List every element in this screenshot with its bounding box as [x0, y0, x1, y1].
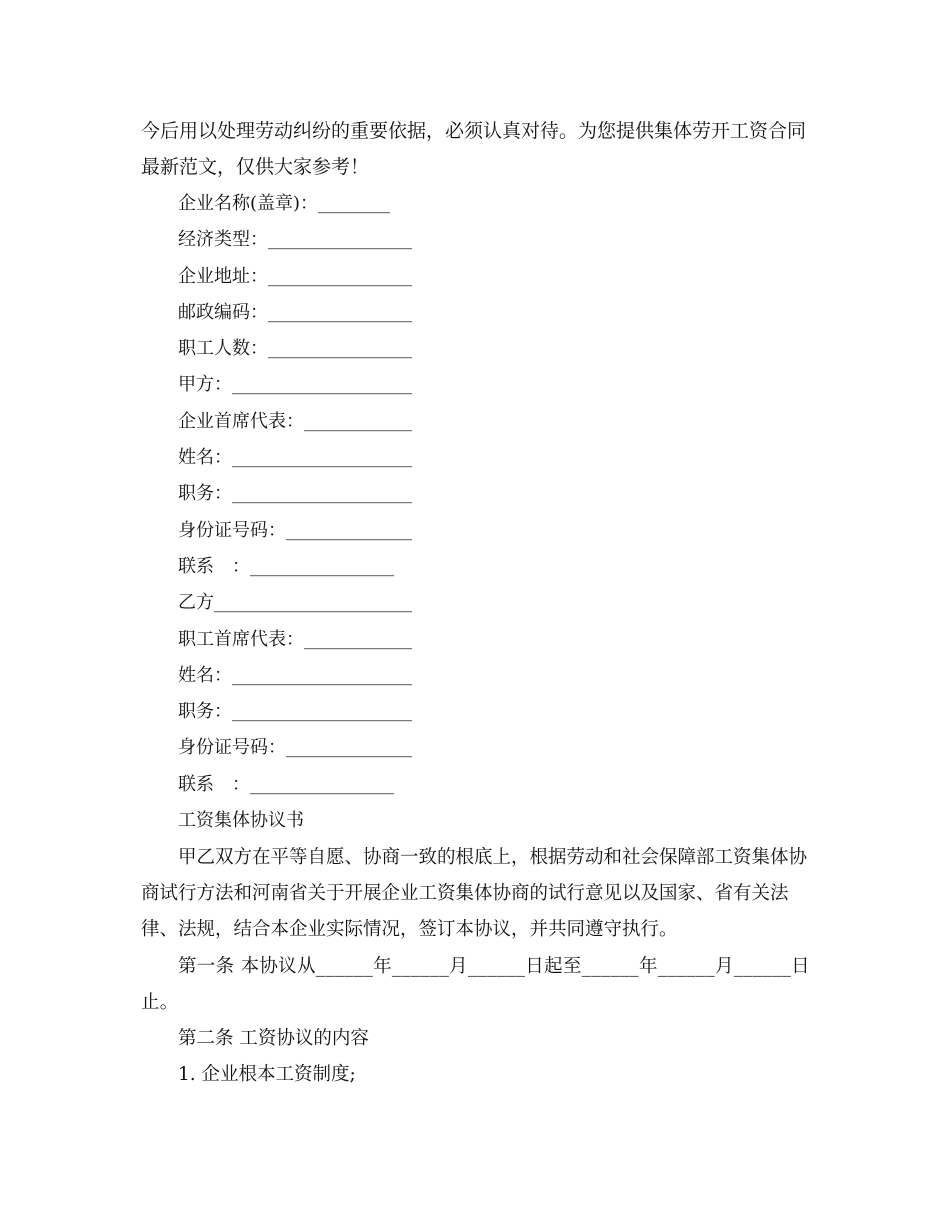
preamble-paragraph: 甲乙双方在平等自愿、协商一致的根底上，根据劳动和社会保障部工资集体协商试行方法和河南省关于开展企业工资集体协商的试行意见以及国家、省有关法律、法规，结合本企业实际情况，签订本协议，并共同遵守执行。: [141, 847, 808, 940]
field-text: 联系 ：________________: [178, 555, 394, 577]
article-one-paragraph: 第一条 本协议从______年______月______日起至______年______月______日止。: [141, 956, 810, 1013]
field-text: 联系 ：________________: [178, 773, 394, 795]
intro-paragraph: 今后用以处理劳动纠纷的重要依据，必须认真对待。为您提供集体劳开工资合同最新范文，仅供大家参考！: [141, 120, 807, 178]
field-text: 职工人数：________________: [178, 338, 412, 360]
field-text: 身份证号码：______________: [178, 737, 412, 759]
field-text: 邮政编码：________________: [178, 301, 412, 323]
field-name-b: [178, 658, 478, 694]
field-text: 甲方：____________________: [178, 374, 412, 396]
article-two-heading: 第二条 工资协议的内容: [178, 1028, 369, 1049]
field-party-a: [178, 367, 478, 403]
field-company-address: [178, 259, 478, 295]
field-text: 身份证号码：______________: [178, 519, 412, 541]
field-position-a: [178, 476, 478, 512]
field-economic-type: [178, 222, 478, 258]
contract-fields: [178, 186, 478, 803]
field-position-b: [178, 694, 478, 730]
field-name-a: [178, 440, 478, 476]
field-company-representative: [178, 404, 478, 440]
field-text: 职务：____________________: [178, 483, 412, 505]
field-postal-code: [178, 295, 478, 331]
field-text: 乙方______________________: [178, 592, 412, 614]
field-party-b: [178, 585, 478, 621]
field-text: 姓名：____________________: [178, 664, 412, 686]
field-text: 企业首席代表：____________: [178, 410, 412, 432]
field-id-number-a: [178, 513, 478, 549]
field-contact-a: [178, 549, 478, 585]
field-company-name: [178, 186, 478, 222]
field-employee-representative: [178, 622, 478, 658]
field-text: 职工首席代表：____________: [178, 628, 412, 650]
field-employee-count: [178, 331, 478, 367]
field-text: 企业地址：________________: [178, 265, 412, 287]
agreement-title: 工资集体协议书: [178, 810, 304, 831]
field-text: 职务：____________________: [178, 701, 412, 723]
field-contact-b: [178, 767, 478, 803]
field-text: 企业名称(盖章)：________: [178, 193, 391, 214]
field-id-number-b: [178, 730, 478, 766]
list-item-basic-wage: 1. 企业根本工资制度;: [178, 1064, 356, 1085]
field-text: 姓名：____________________: [178, 447, 412, 469]
field-text: 经济类型：________________: [178, 229, 412, 251]
